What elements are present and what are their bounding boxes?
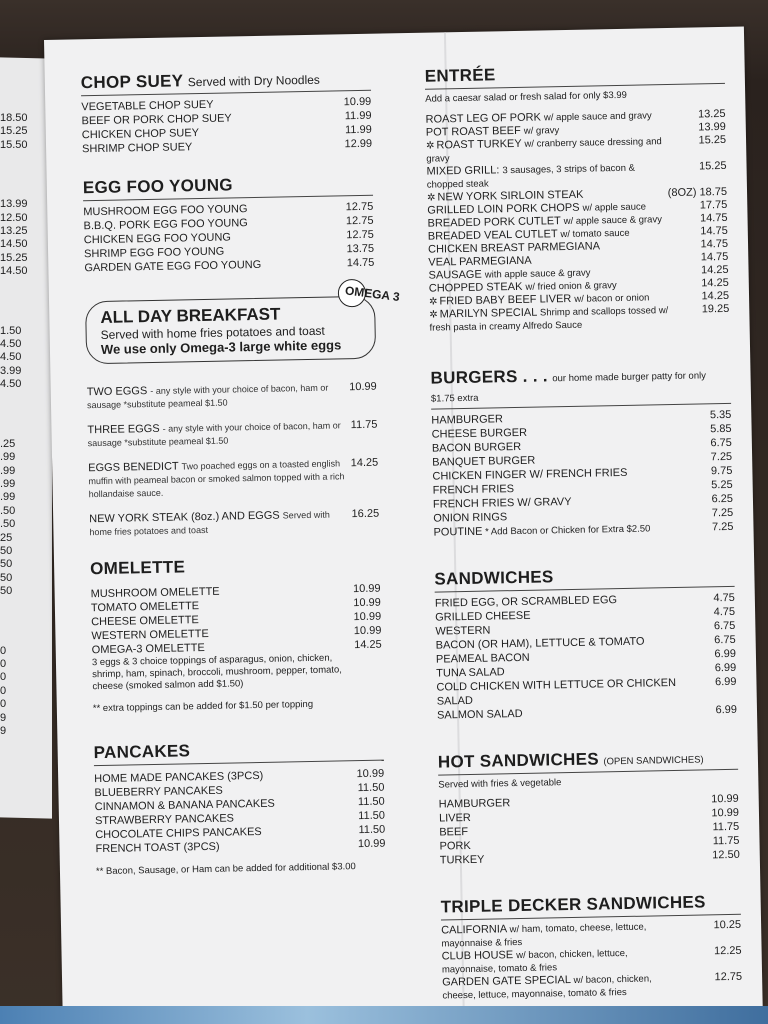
menu-item-price: 17.75	[699, 198, 728, 212]
menu-item-name: BANQUET BURGER	[432, 454, 536, 469]
menu-item-name: HAMBURGER	[431, 413, 503, 427]
omelette-title: OMELETTE	[89, 557, 186, 579]
menu-item-price: 6.75	[710, 436, 732, 450]
hot-sandwiches-note: Served with fries & vegetable	[438, 777, 562, 791]
menu-item-description: w/ gravy	[523, 125, 560, 137]
price-fragment: 3.99	[0, 364, 22, 377]
menu-item-price: 14.75	[700, 237, 729, 251]
menu-item-description: * Add Bacon or Chicken for Extra $2.50	[482, 523, 651, 538]
menu-item-name: COLD CHICKEN WITH LETTUCE OR CHICKEN SALAD	[436, 676, 677, 708]
price-fragment: 25	[0, 531, 13, 544]
chop-suey-title: CHOP SUEY	[80, 71, 184, 93]
egg-foo-young-section	[83, 173, 375, 276]
menu-item-price: 4.75	[713, 605, 736, 619]
breakfast-subtitle: Served with home fries potatoes and toast	[100, 323, 325, 342]
menu-item-description: Shrimp and scallops tossed w/ fresh pasta in creamy Alfredo Sauce	[429, 305, 669, 334]
menu-item-name: SAUSAGE	[428, 268, 485, 282]
star-icon: ✲	[428, 296, 438, 308]
menu-item-price: 12.99	[344, 137, 373, 151]
menu-item-name: WESTERN OMELETTE	[91, 627, 209, 643]
menu-item-name: BREADED PORK CUTLET	[427, 215, 564, 230]
menu-item-price: 11.99	[344, 123, 372, 137]
menu-item-name: FRENCH TOAST (3PCS)	[95, 840, 220, 856]
price-fragment: 15.25	[0, 125, 28, 138]
omelette-list	[91, 582, 382, 658]
menu-item-price: 15.25	[698, 133, 727, 147]
menu-item-price: 14.25	[700, 263, 729, 277]
breakfast-item	[89, 508, 379, 540]
menu-item-price: 12.50	[712, 848, 740, 862]
menu-item-price: 11.75	[712, 834, 740, 848]
menu-item-description: w/ bacon, chicken, lettuce, mayonnaise, tomato & fries	[441, 947, 628, 976]
menu-item-name: TWO EGGS	[86, 385, 151, 399]
menu-item-price: 19.25	[701, 302, 730, 316]
menu-item-price: 5.85	[710, 422, 732, 436]
menu-item-description: w/ ham, tomato, cheese, lettuce, mayonnaise & fries	[441, 921, 647, 950]
menu-item-price: 5.25	[711, 478, 733, 492]
menu-item-name: CHEESE BURGER	[431, 426, 528, 441]
sandwiches-section	[434, 564, 737, 723]
price-fragment: 9	[0, 711, 7, 724]
menu-item-price: 6.99	[714, 661, 737, 675]
menu-item-name: GRILLED CHEESE	[435, 609, 531, 624]
menu-item-price: 13.25	[697, 107, 726, 121]
menu-item-price: (8OZ) 18.75	[667, 185, 728, 200]
menu-item-name: VEGETABLE CHOP SUEY	[81, 98, 214, 114]
menu-item-price: 6.75	[714, 633, 736, 647]
menu-item-name: BLUEBERRY PANCAKES	[94, 784, 223, 800]
pancakes-list	[94, 767, 386, 857]
price-group	[0, 645, 40, 739]
menu-item-name: CHOPPED STEAK	[428, 280, 526, 295]
menu-item-price: 13.75	[346, 242, 375, 256]
menu-item-price: 12.75	[345, 200, 374, 214]
menu-item-price: 7.25	[711, 520, 734, 534]
menu-item-description: w/ bacon, chicken, cheese, lettuce, mayonnaise, tomato & fries	[442, 973, 652, 1002]
price-group	[0, 438, 40, 599]
menu-item-name: TOMATO OMELETTE	[90, 600, 200, 615]
egg-foo-young-list	[83, 200, 374, 276]
menu-item-name: ROAST LEG OF PORK	[425, 111, 545, 126]
omega3-badge: OMEGA 3	[344, 283, 401, 304]
menu-page	[44, 27, 763, 1020]
burgers-subtitle: our home made burger patty for only $1.75 extra	[430, 370, 707, 405]
right-column	[425, 61, 743, 1003]
breakfast-item	[88, 457, 379, 502]
menu-item-description: - any style with your choice of bacon, ham or sausage *substitute peameal $1.50	[86, 382, 329, 411]
price-fragment: .99	[0, 451, 16, 464]
burgers-section	[430, 363, 733, 540]
menu-item-name: HAMBURGER	[438, 797, 511, 811]
price-fragment: 0	[0, 671, 7, 684]
menu-item-name: TURKEY	[439, 853, 485, 867]
price-group	[0, 198, 40, 278]
menu-item-description: with apple sauce & gravy	[484, 267, 591, 281]
menu-item-name: MUSHROOM EGG FOO YOUNG	[83, 203, 248, 219]
price-fragment: .99	[0, 464, 16, 477]
breakfast-item	[87, 381, 377, 413]
menu-item-name: GRILLED LOIN PORK CHOPS	[427, 201, 583, 217]
menu-item-price: 6.75	[713, 619, 736, 633]
price-fragment: 13.99	[0, 198, 28, 211]
menu-item-name: FRIED BABY BEEF LIVER	[439, 292, 575, 308]
menu-item-price: 14.25	[701, 289, 730, 303]
menu-item-name: CLUB HOUSE	[441, 949, 517, 963]
menu-item-price: 7.25	[711, 506, 734, 520]
sandwiches-list	[435, 591, 737, 723]
menu-item-name: STRAWBERRY PANCAKES	[94, 812, 235, 828]
price-fragment: 4.50	[0, 338, 22, 351]
menu-item-price: 12.25	[713, 944, 742, 958]
menu-item-price: 10.99	[357, 837, 386, 851]
price-fragment: 15.50	[0, 138, 28, 151]
menu-item-name: CHICKEN EGG FOO YOUNG	[83, 231, 232, 247]
menu-item-price: 14.75	[699, 211, 728, 225]
menu-item-description: w/ apple sauce & gravy	[563, 214, 663, 228]
pancakes-note: ** Bacon, Sausage, or Ham can be added for additional $3.00	[95, 861, 356, 878]
menu-item-name: SALMON SALAD	[436, 707, 523, 722]
menu-item-price: 10.99	[711, 792, 739, 806]
menu-item-price: 14.25	[350, 456, 379, 470]
menu-item-description: w/ cranberry sauce dressing and gravy	[426, 136, 662, 165]
menu-item-description: 3 sausages, 3 strips of bacon & chopped steak	[426, 162, 636, 191]
menu-item-price: 14.25	[354, 638, 382, 652]
hot-sandwiches-subtitle: (OPEN SANDWICHES)	[603, 754, 704, 768]
menu-item-name: FRENCH FRIES	[432, 483, 515, 497]
menu-item-price: 14.75	[700, 224, 728, 238]
price-fragment: .25	[0, 437, 16, 450]
omelette-section	[90, 554, 383, 716]
menu-item-name: GARDEN GATE SPECIAL	[442, 974, 574, 989]
price-fragment: .99	[0, 491, 16, 504]
menu-item-price: 6.99	[715, 703, 738, 717]
triple-decker-list	[441, 919, 742, 1003]
menu-item-name: ONION RINGS	[433, 511, 508, 525]
menu-item-price: 11.50	[357, 795, 385, 809]
breakfast-tagline: We use only Omega-3 large white eggs	[100, 337, 342, 357]
menu-item-name: THREE EGGS	[87, 422, 163, 437]
menu-item-price: 11.75	[712, 820, 740, 834]
price-fragment: 1.50	[0, 324, 22, 337]
price-fragment: 12.50	[0, 211, 28, 224]
triple-decker-section	[441, 892, 743, 1003]
pancakes-section	[94, 738, 387, 879]
entree-title: ENTRÉE	[424, 65, 496, 86]
breakfast-item-text	[89, 508, 352, 539]
breakfast-box	[85, 283, 401, 365]
price-fragment: 50	[0, 585, 13, 598]
menu-item-price: 14.75	[700, 250, 729, 264]
menu-item-description: Two poached eggs on a toasted english muffin with peameal bacon or smoked salmon topped with a rich hollandaise sauce.	[88, 458, 345, 500]
menu-item-name: NEW YORK STEAK (8oz.) AND EGGS	[89, 509, 283, 526]
breakfast-item-text	[87, 419, 351, 450]
menu-item-price: 4.75	[713, 591, 735, 605]
entree-list	[425, 108, 729, 335]
menu-item-name: BEEF	[439, 826, 469, 839]
menu-item-name: VEAL PARMEGIANA	[428, 254, 532, 269]
menu-item-name: CINNAMON & BANANA PANCAKES	[94, 797, 275, 814]
menu-item-price: 9.75	[710, 464, 733, 478]
menu-item-description: w/ apple sauce and gravy	[543, 110, 652, 124]
menu-item-price: 10.25	[713, 918, 742, 932]
menu-item-description: w/ apple sauce	[582, 201, 647, 214]
pancakes-title: PANCAKES	[93, 741, 191, 763]
price-fragment: 13.25	[0, 225, 28, 238]
breakfast-title: ALL DAY BREAKFAST	[100, 304, 281, 327]
menu-item-price: 13.99	[698, 120, 726, 134]
burgers-title: BURGERS . . .	[430, 366, 548, 388]
breakfast-list	[87, 381, 380, 540]
menu-item-name: BACON BURGER	[431, 440, 522, 455]
triple-decker-title: TRIPLE DECKER SANDWICHES	[440, 892, 706, 917]
chop-suey-list	[81, 95, 372, 157]
menu-item-name: ROAST TURKEY	[436, 137, 525, 152]
menu-item-price: 12.75	[714, 970, 743, 984]
price-fragment: 50	[0, 558, 13, 571]
price-fragment: 0	[0, 698, 7, 711]
menu-item-price: 10.99	[353, 610, 382, 624]
menu-item-name: EGGS BENEDICT	[88, 460, 182, 475]
menu-item-price: 10.99	[352, 582, 381, 596]
hot-sandwiches-section	[438, 747, 740, 868]
menu-item-name: POUTINE * Add Bacon or Chicken for Extra $2.50	[433, 523, 651, 539]
price-fragment: .99	[0, 477, 16, 490]
menu-item-name: SHRIMP EGG FOO YOUNG	[84, 245, 225, 261]
menu-item-name: MARILYN SPECIAL	[439, 306, 541, 321]
sandwiches-title: SANDWICHES	[434, 567, 554, 589]
menu-item-name: TUNA SALAD	[436, 666, 505, 680]
menu-item	[429, 303, 729, 335]
menu-item-price: 15.25	[698, 159, 727, 173]
price-fragment: 50	[0, 571, 13, 584]
menu-item-price: 7.25	[710, 450, 733, 464]
hot-sandwiches-title: HOT SANDWICHES	[437, 749, 600, 772]
menu-item-price: 11.75	[350, 418, 378, 432]
menu-item-description: - any style with your choice of bacon, ham or sausage *substitute peameal $1.50	[87, 420, 341, 449]
omega-omelette-description: 3 eggs & 3 choice toppings of asparagus, onion, chicken, shrimp, ham, spinach, broccoli, mushroom, pepper, tomato, cheese (smoked salmon add $1.50)	[91, 652, 343, 693]
menu-item-name: BEEF OR PORK CHOP SUEY	[81, 112, 232, 128]
chop-suey-section	[81, 68, 373, 157]
price-fragment: 50	[0, 544, 13, 557]
menu-item-description: w/ fried onion & gravy	[525, 280, 617, 293]
menu-item-price: 10.99	[711, 806, 740, 820]
menu-item-description: Served with home fries potatoes and toast	[89, 509, 330, 538]
price-fragment: 9	[0, 725, 7, 737]
menu-item-name: FRIED EGG, OR SCRAMBLED EGG	[434, 594, 618, 610]
menu-item-name: HOME MADE PANCAKES (3PCS)	[94, 769, 264, 786]
menu-item-price: 11.50	[357, 781, 385, 795]
price-fragment: 14.50	[0, 265, 28, 278]
menu-item-name: CHICKEN CHOP SUEY	[81, 127, 200, 142]
menu-item-name: POT ROAST BEEF	[425, 124, 524, 139]
menu-item-price: 11.50	[358, 809, 386, 823]
menu-item-price: 10.99	[353, 624, 382, 638]
menu-item-name: MIXED GRILL:	[426, 164, 503, 178]
menu-item-name: PORK	[439, 839, 471, 853]
menu-item-text	[429, 304, 669, 335]
menu-item-price: 6.99	[714, 675, 737, 689]
breakfast-item-text	[87, 381, 350, 412]
menu-item-price: 10.99	[349, 380, 377, 394]
menu-item-price: 12.75	[345, 214, 374, 228]
menu-item-name: FRENCH FRIES W/ GRAVY	[432, 495, 572, 511]
price-fragment: .50	[0, 504, 16, 517]
menu-item-name: LIVER	[438, 811, 471, 825]
tablecloth-edge	[0, 1006, 768, 1024]
price-group	[0, 112, 40, 152]
price-fragment: 15.25	[0, 251, 28, 264]
menu-item-name: GARDEN GATE EGG FOO YOUNG	[84, 258, 262, 275]
menu-item-name: PEAMEAL BACON	[435, 651, 530, 666]
menu-item-price: 6.25	[711, 492, 734, 506]
menu-item-price: 14.75	[346, 256, 375, 270]
menu-item-price: 14.25	[701, 276, 729, 290]
menu-item-name: SHRIMP CHOP SUEY	[81, 141, 193, 156]
menu-item-price: 11.50	[358, 823, 386, 837]
menu-item-name: CHEESE OMELETTE	[91, 614, 199, 629]
menu-item-name: BREADED VEAL CUTLET	[427, 228, 561, 243]
star-icon: ✲	[429, 309, 438, 321]
left-page-prices	[0, 112, 40, 784]
menu-item-name: CHICKEN BREAST PARMEGIANA	[427, 240, 601, 256]
entree-note: Add a caesar salad or fresh salad for only $3.99	[425, 89, 628, 105]
entree-section	[425, 61, 730, 335]
hot-sandwiches-list	[439, 792, 740, 868]
left-column	[80, 68, 401, 878]
star-icon: ✲	[427, 192, 436, 204]
menu-item-name: NEW YORK SIRLOIN STEAK	[437, 188, 584, 204]
price-fragment: 4.50	[0, 378, 22, 391]
price-fragment: 0	[0, 657, 7, 670]
menu-item-text	[442, 972, 682, 1003]
menu-item-price: 5.35	[709, 408, 732, 422]
menu-item-description: w/ tomato sauce	[560, 227, 630, 241]
menu-item-name: CHOCOLATE CHIPS PANCAKES	[95, 825, 262, 842]
menu-item-price: 12.75	[346, 228, 374, 242]
menu-item-name: MUSHROOM OMELETTE	[90, 585, 220, 601]
menu-item-price: 11.99	[344, 109, 372, 123]
chop-suey-subtitle: Served with Dry Noodles	[187, 72, 320, 90]
price-fragment: 4.50	[0, 351, 22, 364]
star-icon: ✲	[426, 140, 435, 152]
price-fragment: 18.50	[0, 112, 28, 124]
price-fragment: 0	[0, 684, 7, 697]
extra-toppings-note: ** extra toppings can be added for $1.50 per topping	[92, 698, 314, 715]
price-fragment: 0	[0, 644, 7, 657]
menu-item	[436, 675, 736, 709]
menu-item-name: CHICKEN FINGER W/ FRENCH FRIES	[432, 466, 628, 483]
menu-item-price: 16.25	[351, 507, 380, 521]
menu-item-price: 10.99	[343, 95, 372, 109]
menu-item-price: 10.99	[356, 767, 385, 781]
menu-item-description: w/ bacon or onion	[574, 292, 650, 305]
menu-item-name: OMEGA-3 OMELETTE	[91, 642, 205, 657]
breakfast-item	[87, 419, 377, 451]
price-group	[0, 325, 40, 392]
egg-foo-young-title: EGG FOO YOUNG	[82, 175, 233, 198]
menu-item-name: B.B.Q. PORK EGG FOO YOUNG	[83, 217, 248, 233]
menu-item-price: 6.99	[714, 647, 737, 661]
price-fragment: .50	[0, 518, 16, 531]
breakfast-item-text	[88, 457, 351, 501]
menu-item-price: 10.99	[353, 596, 381, 610]
burgers-list	[431, 408, 733, 540]
menu-item	[442, 971, 742, 1003]
menu-item-name: BACON (OR HAM), LETTUCE & TOMATO	[435, 635, 645, 652]
menu-item-name: WESTERN	[435, 624, 491, 638]
price-fragment: 14.50	[0, 238, 28, 251]
menu-item-name: CALIFORNIA	[441, 923, 510, 937]
